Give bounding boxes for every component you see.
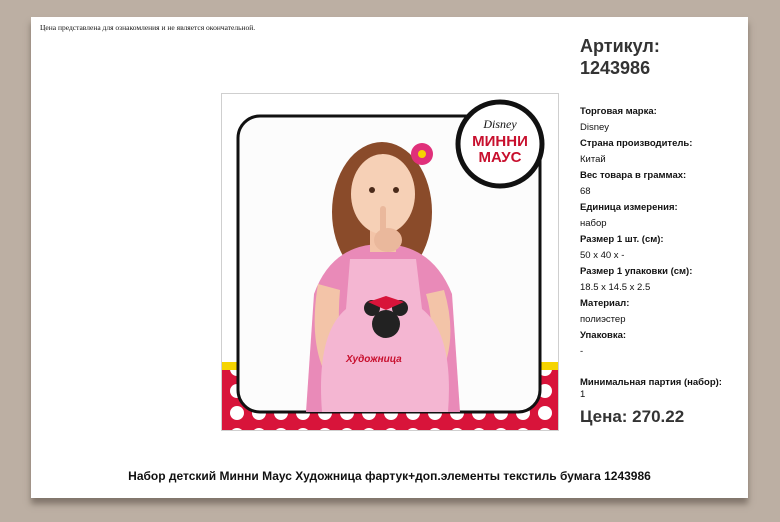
spec-value: 18.5 x 14.5 x 2.5	[580, 282, 651, 293]
min-lot-value: 1	[580, 389, 586, 400]
spec-packaging	[580, 330, 745, 362]
spec-label: Страна производитель:	[580, 138, 693, 149]
product-name: Набор детский Минни Маус Художница фартук+доп.элементы текстиль бумага 1243986	[128, 469, 651, 483]
spec-label: Упаковка:	[580, 330, 627, 341]
spec-value: набор	[580, 218, 607, 229]
article-label: Артикул:	[580, 36, 660, 56]
logo-line-2: МАУС	[478, 149, 522, 166]
logo-line-1: МИННИ	[472, 133, 528, 150]
spec-label: Размер 1 шт. (см):	[580, 234, 664, 245]
price: Цена: 270.22	[580, 407, 685, 426]
spec-brand	[580, 106, 745, 138]
hand	[374, 228, 402, 252]
apron-text: Художница	[346, 354, 402, 365]
article-number: 1243986	[580, 58, 651, 78]
min-lot	[580, 377, 722, 401]
spec-material	[580, 298, 745, 330]
article-heading	[580, 35, 660, 79]
spec-label: Материал:	[580, 298, 630, 309]
price-disclaimer: Цена представлена для ознакомления и не является окончательной.	[40, 23, 256, 32]
left-eye	[369, 187, 375, 193]
spec-list	[580, 106, 745, 362]
spec-value: -	[580, 346, 584, 357]
spec-label: Торговая марка:	[580, 106, 657, 117]
spec-label: Вес товара в граммах:	[580, 170, 687, 181]
spec-label: Единица измерения:	[580, 202, 678, 213]
spec-value: Китай	[580, 154, 606, 165]
right-eye	[393, 187, 399, 193]
spec-country	[580, 138, 745, 170]
spec-value: полиэстер	[580, 314, 626, 325]
min-lot-label: Минимальная партия (набор):	[580, 377, 722, 388]
product-illustration	[222, 94, 558, 430]
spec-package-size	[580, 266, 745, 298]
product-sheet	[31, 17, 748, 498]
spec-value: 68	[580, 186, 591, 197]
spec-weight	[580, 170, 745, 202]
spec-value: 50 x 40 x -	[580, 250, 625, 261]
spec-label: Размер 1 упаковки (см):	[580, 266, 693, 277]
spec-unit	[580, 202, 745, 234]
disney-logo-text: Disney	[483, 117, 517, 131]
spec-item-size	[580, 234, 745, 266]
spec-value: Disney	[580, 122, 610, 133]
product-photo	[221, 93, 559, 431]
